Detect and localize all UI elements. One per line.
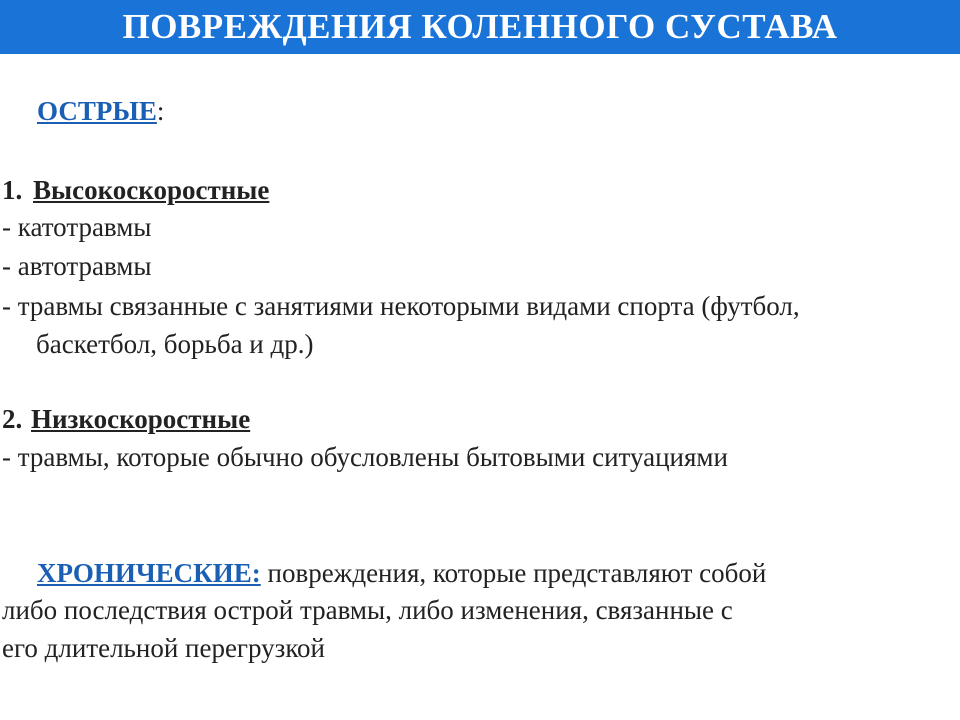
list-item: - катотравмы [2, 212, 152, 242]
chronic-line-2: либо последствия острой травмы, либо изменения, связанные с [2, 595, 733, 625]
chronic-line-1 [37, 557, 766, 589]
acute-heading: ОСТРЫЕ [37, 96, 157, 126]
acute-colon: : [156, 96, 165, 126]
list-item: баскетбол, борьба и др.) [36, 329, 314, 359]
list-item: - автотравмы [2, 251, 152, 281]
acute-heading-line [37, 95, 164, 127]
low-speed-heading: Низкоскоростные [31, 404, 251, 434]
low-speed-heading-line [2, 403, 250, 435]
page-title: ПОВРЕЖДЕНИЯ КОЛЕННОГО СУСТАВА [122, 7, 838, 46]
chronic-line-3: его длительной перегрузкой [2, 633, 326, 663]
high-speed-number: 1. [2, 175, 23, 205]
chronic-heading: ХРОНИЧЕСКИЕ: [37, 558, 261, 588]
high-speed-heading: Высокоскоростные [33, 175, 270, 205]
high-speed-heading-line [2, 174, 269, 206]
list-item: - травмы связанные с занятиями некоторыми видами спорта (футбол, [2, 291, 800, 321]
title-bar [0, 0, 960, 54]
list-item: - травмы, которые обычно обусловлены бытовыми ситуациями [2, 442, 728, 472]
low-speed-number: 2. [2, 404, 23, 434]
chronic-text: повреждения, которые представляют собой [260, 558, 767, 588]
